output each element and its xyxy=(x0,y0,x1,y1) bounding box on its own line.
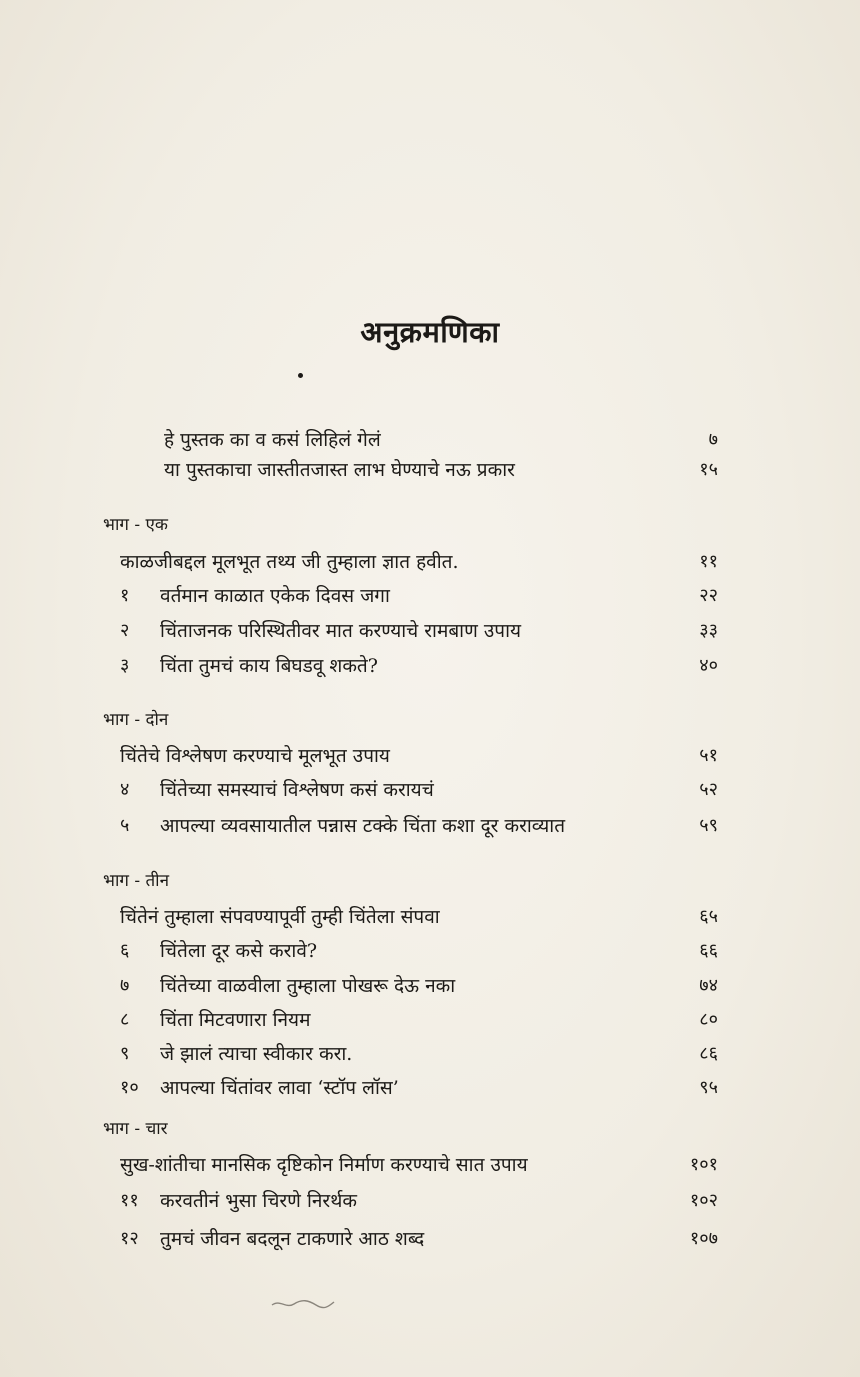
chapter-number: ११ xyxy=(120,1190,139,1211)
chapter-page: २२ xyxy=(699,585,718,606)
chapter-page: ७४ xyxy=(699,975,718,996)
part-summary-page: ५१ xyxy=(699,745,718,766)
part-heading: भाग - दोन xyxy=(103,710,169,730)
page-title: अनुक्रमणिका xyxy=(360,315,500,349)
chapter-page: ५२ xyxy=(699,779,718,800)
ornament-dot xyxy=(298,373,303,378)
part-heading: भाग - तीन xyxy=(103,871,170,891)
part-summary-label: काळजीबद्दल मूलभूत तथ्य जी तुम्हाला ज्ञात हवीत. xyxy=(120,551,459,573)
part-summary-page: १०१ xyxy=(689,1154,718,1175)
chapter-number: ९ xyxy=(120,1043,130,1064)
chapter-page: १०२ xyxy=(689,1190,718,1211)
chapter-page: ३३ xyxy=(699,620,718,641)
chapter-page: ८६ xyxy=(699,1043,718,1064)
chapter-number: ८ xyxy=(120,1009,130,1030)
chapter-number: २ xyxy=(120,620,130,641)
part-summary-label: सुख-शांतीचा मानसिक दृष्टिकोन निर्माण करण्याचे सात उपाय xyxy=(120,1154,528,1176)
chapter-page: १०७ xyxy=(689,1228,718,1249)
chapter-label: जे झालं त्याचा स्वीकार करा. xyxy=(160,1043,353,1065)
chapter-number: १ xyxy=(120,585,130,606)
chapter-label: तुमचं जीवन बदलून टाकणारे आठ शब्द xyxy=(160,1228,425,1250)
part-heading: भाग - चार xyxy=(103,1119,168,1139)
chapter-page: ६६ xyxy=(699,940,718,961)
chapter-number: ३ xyxy=(120,655,130,676)
printer-ornament xyxy=(268,1296,338,1312)
chapter-number: ७ xyxy=(120,975,130,996)
chapter-label: चिंता तुमचं काय बिघडवू शकते? xyxy=(160,655,378,677)
chapter-label: आपल्या व्यवसायातील पन्नास टक्के चिंता कशा दूर कराव्यात xyxy=(160,815,566,837)
chapter-label: चिंतेच्या समस्याचं विश्लेषण कसं करायचं xyxy=(160,779,434,801)
chapter-number: ४ xyxy=(120,779,130,800)
part-summary-label: चिंतेनं तुम्हाला संपवण्यापूर्वी तुम्ही चिंतेला संपवा xyxy=(120,906,440,928)
chapter-page: ८० xyxy=(699,1009,718,1030)
part-heading: भाग - एक xyxy=(103,515,168,535)
part-summary-page: ६५ xyxy=(699,906,718,927)
chapter-page: ९५ xyxy=(699,1077,718,1098)
chapter-label: चिंतेला दूर कसे करावे? xyxy=(160,940,318,962)
part-summary-page: ११ xyxy=(699,551,718,572)
toc-entry-page: १५ xyxy=(699,459,718,480)
chapter-label: चिंतेच्या वाळवीला तुम्हाला पोखरू देऊ नका xyxy=(160,975,456,997)
toc-entry-label: हे पुस्तक का व कसं लिहिलं गेलं xyxy=(164,429,381,451)
chapter-page: ५९ xyxy=(699,815,718,836)
chapter-number: १२ xyxy=(120,1228,139,1249)
chapter-number: ६ xyxy=(120,940,130,961)
chapter-number: १० xyxy=(120,1077,139,1098)
chapter-label: चिंता मिटवणारा नियम xyxy=(160,1009,311,1031)
chapter-label: आपल्या चिंतांवर लावा ‘स्टॉप लॉस’ xyxy=(160,1077,399,1099)
toc-entry-page: ७ xyxy=(708,429,718,450)
chapter-label: वर्तमान काळात एकेक दिवस जगा xyxy=(160,585,390,607)
chapter-label: चिंताजनक परिस्थितीवर मात करण्याचे रामबाण उपाय xyxy=(160,620,522,642)
chapter-label: करवतीनं भुसा चिरणे निरर्थक xyxy=(160,1190,357,1212)
chapter-number: ५ xyxy=(120,815,130,836)
chapter-page: ४० xyxy=(699,655,718,676)
toc-entry-label: या पुस्तकाचा जास्तीतजास्त लाभ घेण्याचे नऊ प्रकार xyxy=(164,459,515,481)
part-summary-label: चिंतेचे विश्लेषण करण्याचे मूलभूत उपाय xyxy=(120,745,390,767)
